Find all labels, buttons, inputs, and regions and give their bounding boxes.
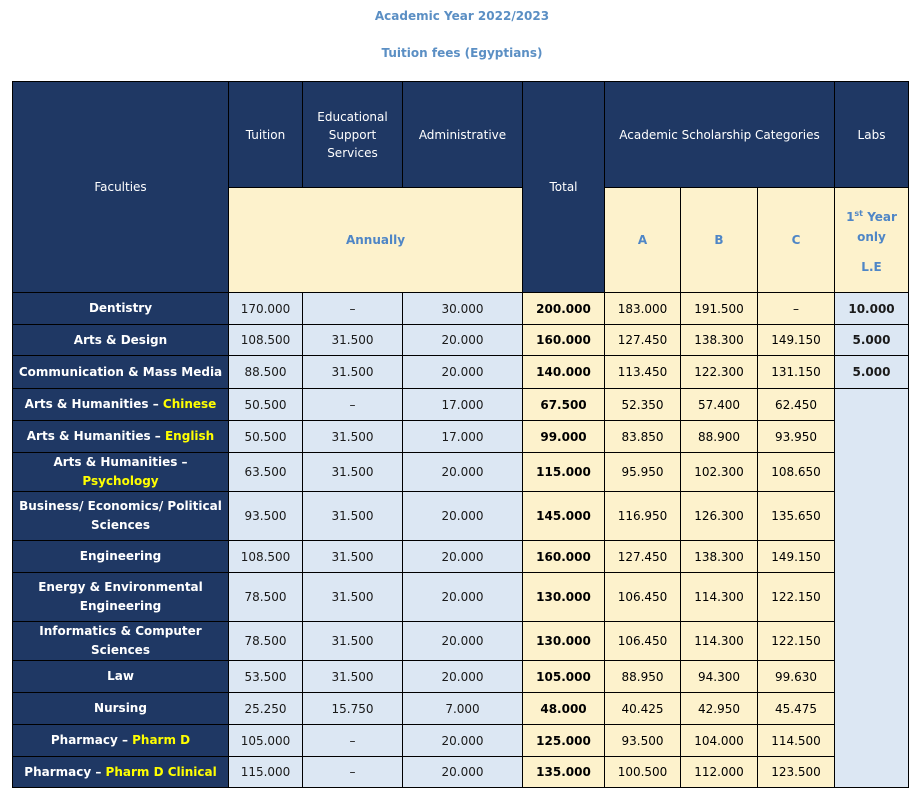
faculty-program-highlight: English: [164, 429, 215, 443]
cat-a-cell: 106.450: [605, 622, 681, 661]
labs-note-year: Year: [863, 209, 897, 224]
faculty-label: Dentistry: [88, 301, 153, 315]
total-cell: 99.000: [523, 421, 605, 453]
faculty-name: [13, 356, 229, 389]
header-labs-note: [835, 188, 909, 293]
cat-b-cell: 114.300: [681, 573, 758, 622]
tuition-cell: 105.000: [229, 725, 303, 757]
faculty-name: [13, 757, 229, 788]
administrative-cell: 20.000: [403, 661, 523, 693]
table-row: [13, 725, 909, 757]
labs-note: [837, 204, 906, 277]
faculty-name: [13, 453, 229, 492]
cat-b-cell: 122.300: [681, 356, 758, 389]
faculty-name: [13, 421, 229, 453]
table-row: [13, 693, 909, 725]
fees-table: [12, 81, 909, 788]
tuition-cell: 170.000: [229, 293, 303, 325]
table-row: [13, 661, 909, 693]
cat-c-cell: 62.450: [758, 389, 835, 421]
cat-b-cell: 42.950: [681, 693, 758, 725]
faculty-program-highlight: Pharm D Clinical: [105, 764, 217, 779]
support-cell: 31.500: [303, 356, 403, 389]
cat-b-cell: 126.300: [681, 492, 758, 541]
cat-c-cell: 93.950: [758, 421, 835, 453]
cat-c-cell: 122.150: [758, 573, 835, 622]
cat-a-cell: 100.500: [605, 757, 681, 788]
page-subtitle: Tuition fees (Egyptians): [381, 46, 543, 60]
table-row: [13, 421, 909, 453]
cat-c-cell: 135.650: [758, 492, 835, 541]
cat-a-cell: 88.950: [605, 661, 681, 693]
cat-b-label: B: [714, 233, 724, 247]
support-cell: 31.500: [303, 573, 403, 622]
cat-b-cell: 94.300: [681, 661, 758, 693]
faculty-label: Pharmacy –: [24, 764, 106, 779]
table-row: [13, 492, 909, 541]
cat-b-cell: 57.400: [681, 389, 758, 421]
faculty-name: [13, 573, 229, 622]
table-row: [13, 325, 909, 356]
faculty-program-highlight: Chinese: [162, 397, 217, 411]
cat-a-cell: 52.350: [605, 389, 681, 421]
cat-a-cell: 106.450: [605, 573, 681, 622]
faculty-name: [13, 661, 229, 693]
header-annually: [229, 188, 523, 293]
cat-c-cell: –: [758, 293, 835, 325]
cat-a-cell: 127.450: [605, 325, 681, 356]
labs-empty-cell: [835, 389, 909, 788]
cat-b-cell: 104.000: [681, 725, 758, 757]
support-cell: 31.500: [303, 541, 403, 573]
labs-cell: 5.000: [835, 325, 909, 356]
tuition-cell: 78.500: [229, 573, 303, 622]
total-cell: 125.000: [523, 725, 605, 757]
support-cell: 31.500: [303, 622, 403, 661]
support-cell: 31.500: [303, 661, 403, 693]
faculty-label: Communication & Mass Media: [18, 364, 223, 379]
header-cat-c: [758, 188, 835, 293]
support-cell: 31.500: [303, 325, 403, 356]
administrative-cell: 17.000: [403, 389, 523, 421]
table-row: [13, 573, 909, 622]
tuition-cell: 93.500: [229, 492, 303, 541]
tuition-cell: 53.500: [229, 661, 303, 693]
tuition-cell: 50.500: [229, 389, 303, 421]
administrative-cell: 20.000: [403, 757, 523, 788]
cat-b-cell: 138.300: [681, 325, 758, 356]
faculty-label: Arts & Humanities –: [26, 429, 165, 443]
faculty-label: Arts & Humanities –: [53, 455, 188, 469]
total-cell: 67.500: [523, 389, 605, 421]
administrative-cell: 17.000: [403, 421, 523, 453]
labs-note-num: 1: [846, 209, 855, 224]
cat-c-cell: 122.150: [758, 622, 835, 661]
header-labs: Labs: [835, 82, 909, 188]
cat-b-cell: 88.900: [681, 421, 758, 453]
tuition-cell: 78.500: [229, 622, 303, 661]
faculty-name: [13, 541, 229, 573]
total-cell: 130.000: [523, 573, 605, 622]
administrative-cell: 7.000: [403, 693, 523, 725]
labs-note-only: only: [857, 229, 886, 244]
header-support: Educational Support Services: [303, 82, 403, 188]
faculty-name: [13, 725, 229, 757]
total-cell: 200.000: [523, 293, 605, 325]
administrative-cell: 20.000: [403, 325, 523, 356]
total-cell: 115.000: [523, 453, 605, 492]
header-total: Total: [523, 82, 605, 293]
table-row: [13, 622, 909, 661]
cat-b-cell: 191.500: [681, 293, 758, 325]
faculty-program-highlight: Psychology: [82, 474, 159, 488]
faculty-label: Informatics & Computer Sciences: [39, 624, 202, 657]
tuition-cell: 63.500: [229, 453, 303, 492]
tuition-cell: 108.500: [229, 541, 303, 573]
annually-label: Annually: [345, 233, 406, 247]
page-title: Academic Year 2022/2023: [374, 9, 550, 23]
faculty-name: [13, 693, 229, 725]
cat-c-cell: 99.630: [758, 661, 835, 693]
labs-note-currency: L.E: [861, 259, 882, 274]
administrative-cell: 20.000: [403, 492, 523, 541]
table-row: [13, 453, 909, 492]
cat-c-cell: 108.650: [758, 453, 835, 492]
cat-c-cell: 149.150: [758, 541, 835, 573]
faculty-label: Pharmacy –: [50, 733, 133, 747]
faculty-label: Law: [107, 669, 134, 683]
cat-a-cell: 40.425: [605, 693, 681, 725]
total-cell: 48.000: [523, 693, 605, 725]
header-cat-b: [681, 188, 758, 293]
faculty-label: Nursing: [94, 701, 147, 715]
cat-a-cell: 116.950: [605, 492, 681, 541]
total-cell: 160.000: [523, 541, 605, 573]
total-cell: 135.000: [523, 757, 605, 788]
header-tuition: Tuition: [229, 82, 303, 188]
cat-c-cell: 45.475: [758, 693, 835, 725]
cat-a-cell: 83.850: [605, 421, 681, 453]
cat-c-cell: 123.500: [758, 757, 835, 788]
support-cell: 31.500: [303, 492, 403, 541]
cat-c-cell: 149.150: [758, 325, 835, 356]
total-cell: 105.000: [523, 661, 605, 693]
support-cell: 31.500: [303, 421, 403, 453]
cat-b-cell: 138.300: [681, 541, 758, 573]
faculty-program-highlight: Pharm D: [132, 733, 191, 747]
tuition-cell: 115.000: [229, 757, 303, 788]
administrative-cell: 20.000: [403, 725, 523, 757]
faculty-name: [13, 622, 229, 661]
cat-b-cell: 112.000: [681, 757, 758, 788]
cat-b-cell: 102.300: [681, 453, 758, 492]
total-cell: 130.000: [523, 622, 605, 661]
table-row: [13, 389, 909, 421]
labs-cell: 10.000: [835, 293, 909, 325]
administrative-cell: 20.000: [403, 622, 523, 661]
header-administrative: Administrative: [403, 82, 523, 188]
tuition-cell: 108.500: [229, 325, 303, 356]
total-cell: 140.000: [523, 356, 605, 389]
cat-a-cell: 93.500: [605, 725, 681, 757]
faculty-name: [13, 325, 229, 356]
support-cell: –: [303, 757, 403, 788]
cat-c-cell: 131.150: [758, 356, 835, 389]
support-cell: 31.500: [303, 453, 403, 492]
tuition-cell: 50.500: [229, 421, 303, 453]
header-scholarship: Academic Scholarship Categories: [605, 82, 835, 188]
administrative-cell: 20.000: [403, 541, 523, 573]
cat-c-cell: 114.500: [758, 725, 835, 757]
total-cell: 160.000: [523, 325, 605, 356]
labs-note-sup: st: [854, 208, 864, 218]
table-row: [13, 757, 909, 788]
table-row: [13, 356, 909, 389]
cat-a-cell: 95.950: [605, 453, 681, 492]
cat-a-label: A: [637, 233, 648, 247]
cat-a-cell: 113.450: [605, 356, 681, 389]
support-cell: –: [303, 293, 403, 325]
faculty-name: [13, 389, 229, 421]
support-cell: 15.750: [303, 693, 403, 725]
tuition-cell: 88.500: [229, 356, 303, 389]
administrative-cell: 20.000: [403, 453, 523, 492]
tuition-cell: 25.250: [229, 693, 303, 725]
faculty-label: Arts & Design: [73, 332, 168, 347]
total-cell: 145.000: [523, 492, 605, 541]
faculty-name: [13, 492, 229, 541]
cat-a-cell: 127.450: [605, 541, 681, 573]
faculty-name: [13, 293, 229, 325]
faculty-label: Engineering: [79, 549, 162, 563]
administrative-cell: 30.000: [403, 293, 523, 325]
table-row: [13, 541, 909, 573]
header-faculties: Faculties: [13, 82, 229, 293]
cat-c-label: C: [791, 233, 801, 247]
cat-a-cell: 183.000: [605, 293, 681, 325]
faculty-label: Business/ Economics/ Political Sciences: [19, 499, 222, 532]
support-cell: –: [303, 725, 403, 757]
administrative-cell: 20.000: [403, 356, 523, 389]
administrative-cell: 20.000: [403, 573, 523, 622]
support-cell: –: [303, 389, 403, 421]
faculty-label: Arts & Humanities –: [24, 397, 163, 411]
cat-b-cell: 114.300: [681, 622, 758, 661]
table-row: [13, 293, 909, 325]
labs-cell: 5.000: [835, 356, 909, 389]
faculty-label: Energy & Environmental Engineering: [38, 580, 203, 613]
header-cat-a: [605, 188, 681, 293]
